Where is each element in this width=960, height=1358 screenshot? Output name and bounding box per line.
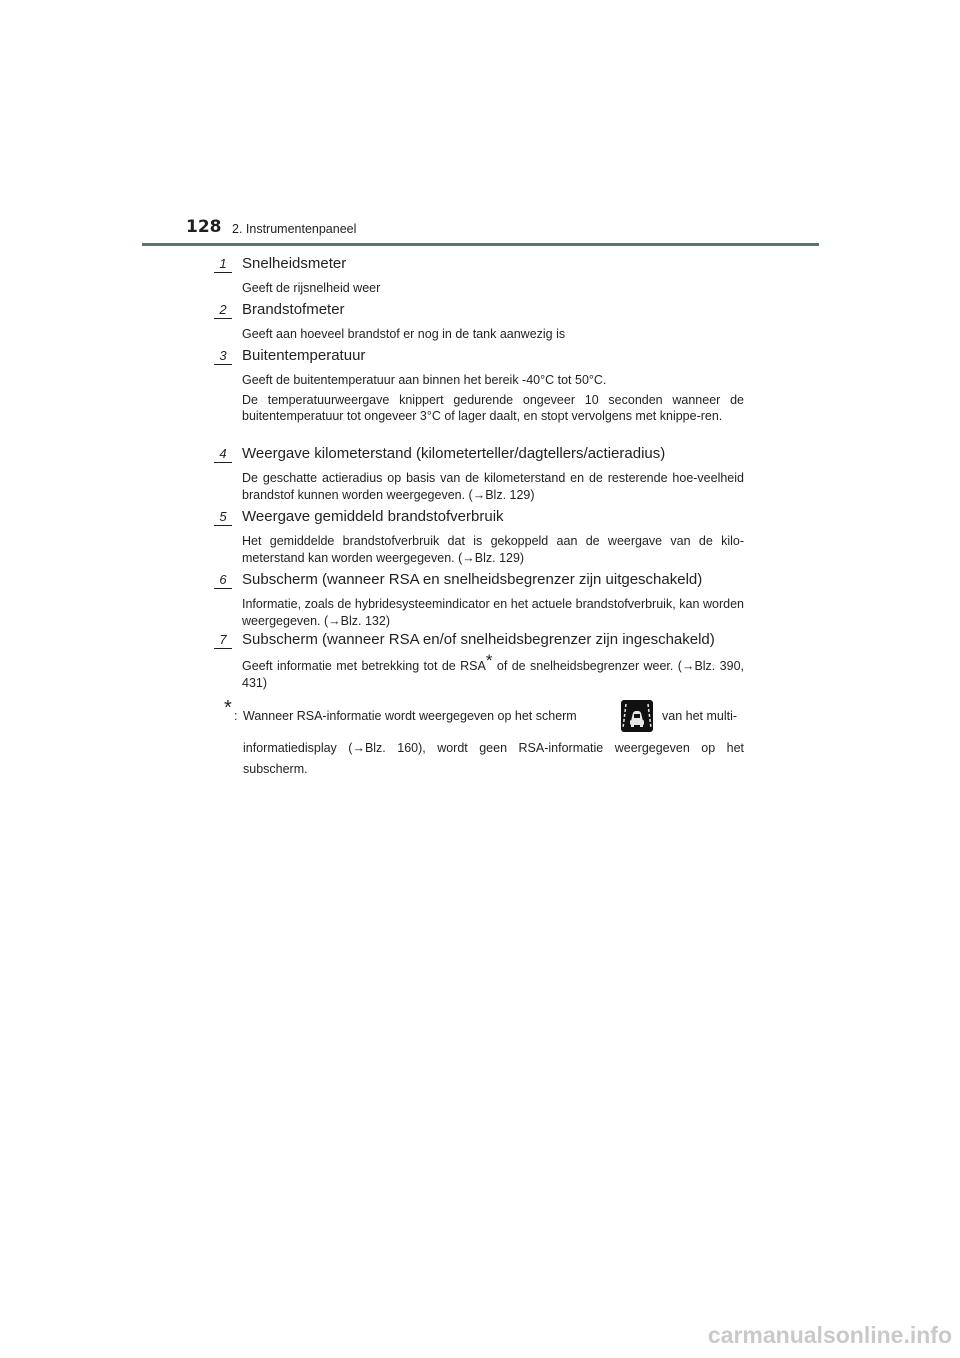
page-number: 128	[186, 217, 222, 237]
header-rule	[142, 243, 819, 246]
item-description	[242, 326, 744, 343]
footnote-line-1b: van het multi-	[662, 709, 738, 723]
description-text: Geeft aan hoeveel brandstof er nog in de tank aanwezig is	[242, 327, 566, 341]
page-reference: Blz. 129)	[474, 550, 525, 565]
item-title: Brandstofmeter	[242, 301, 345, 318]
footnote-text: Blz. 160), wordt geen RSA-informatie weergegeven op het	[364, 741, 744, 755]
watermark: carmanualsonline.info	[707, 1322, 952, 1348]
item-title: Subscherm (wanneer RSA en/of snelheidsbegrenzer zijn ingeschakeld)	[242, 631, 715, 648]
description-text: Geeft de rijsnelheid weer	[242, 281, 381, 295]
item-number-badge: 2	[214, 302, 232, 319]
item-description	[242, 596, 744, 629]
footnote-line-3: subscherm.	[243, 762, 308, 776]
item-description	[242, 533, 744, 566]
item-title: Snelheidsmeter	[242, 255, 347, 272]
item-number-badge: 5	[214, 509, 232, 526]
description-text: De temperatuurweergave knippert gedurende ongeveer 10 seconden wanneer de buitentemperatuur tot ongeveer 3°C of lager daalt, en stopt vervolgens met knippe-ren.	[242, 392, 744, 423]
footnote-text: informatiedisplay (	[243, 741, 353, 755]
item-title: Weergave gemiddeld brandstofverbruik	[242, 508, 504, 525]
reference-arrow: →	[328, 613, 341, 628]
item-number-badge: 1	[214, 256, 232, 273]
description-body: De geschatte actieradius op basis van de kilometerstand en de resterende hoe-veelheid brandstof kunnen worden weergegeven. (	[242, 471, 744, 502]
item-number-badge: 3	[214, 348, 232, 365]
reference-arrow: →	[352, 741, 365, 755]
description-text	[242, 533, 744, 566]
item-description	[242, 470, 744, 503]
section-title: 2. Instrumentenpaneel	[232, 222, 357, 236]
description-body: Het gemiddelde brandstofverbruik dat is gekoppeld aan de weergave van de kilo-meterstand kan worden weergegeven. (	[242, 534, 744, 565]
item-description	[242, 372, 744, 425]
description-body: of de snelheidsbegrenzer weer. (	[492, 659, 682, 673]
driving-assist-screen-icon	[621, 700, 653, 732]
footnote-mark: *	[224, 697, 232, 719]
item-number-badge: 4	[214, 446, 232, 463]
item-title: Buitentemperatuur	[242, 347, 366, 364]
item-title: Weergave kilometerstand (kilometerteller/dagtellers/actieradius)	[242, 445, 666, 462]
footnote-line-1a: Wanneer RSA-informatie wordt weergegeven op het scherm	[243, 709, 577, 723]
description-text	[242, 470, 744, 503]
footnote-colon: :	[234, 709, 238, 723]
reference-arrow: →	[462, 550, 475, 565]
description-body: Geeft informatie met betrekking tot de RSA	[242, 659, 486, 673]
page-reference: Blz. 129)	[485, 487, 535, 502]
item-number-badge: 7	[214, 632, 232, 649]
page-reference: Blz. 390, 431)	[242, 659, 744, 690]
page-reference: Blz. 132)	[340, 613, 391, 628]
item-description	[242, 280, 744, 297]
footnote-line-2	[243, 739, 744, 757]
item-description	[242, 650, 744, 691]
description-body: Informatie, zoals de hybridesysteemindicator en het actuele brandstofverbruik, kan worden weergegeven. (	[242, 597, 744, 628]
description-text: Geeft de buitentemperatuur aan binnen het bereik -40°C tot 50°C.	[242, 373, 607, 387]
footnote-asterisk: *	[485, 650, 493, 670]
description-text	[242, 650, 744, 691]
reference-arrow: →	[472, 487, 486, 502]
item-title: Subscherm (wanneer RSA en snelheidsbegrenzer zijn uitgeschakeld)	[242, 571, 703, 588]
item-number-badge: 6	[214, 572, 232, 589]
reference-arrow: →	[681, 659, 695, 673]
description-text	[242, 596, 744, 629]
